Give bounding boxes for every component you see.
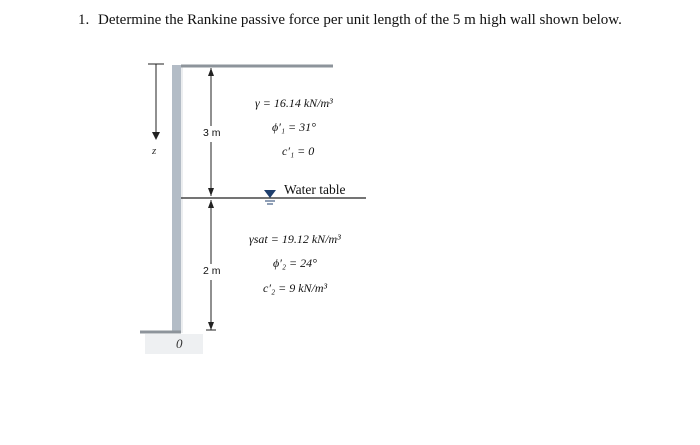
layer2-friction-angle: ϕ′₂ = 24°	[273, 256, 317, 270]
layer1-unit-weight: γ = 16.14 kN/m³	[255, 96, 333, 110]
water-table-symbol-icon	[264, 190, 276, 198]
dim-3m-arrow-top	[208, 68, 214, 76]
retaining-wall	[172, 65, 181, 333]
dim-2m-arrow-bottom	[208, 322, 214, 330]
dim-3m-label: 3 m	[203, 127, 221, 139]
base-shading	[145, 334, 203, 354]
dim-2m-arrow-top	[208, 200, 214, 208]
water-table-label: Water table	[284, 182, 346, 197]
dim-2m-label: 2 m	[203, 265, 221, 277]
layer1-cohesion: c′₁ = 0	[282, 144, 315, 158]
depth-axis-label: z	[152, 145, 157, 157]
dim-3m-arrow-bottom	[208, 188, 214, 196]
layer2-cohesion: c′₂ = 9 kN/m³	[263, 281, 328, 295]
origin-label: 0	[176, 336, 183, 351]
layer2-saturated-unit-weight: γsat = 19.12 kN/m³	[249, 232, 341, 246]
question-number: 1.	[78, 12, 90, 28]
layer1-friction-angle: ϕ′₁ = 31°	[272, 120, 316, 134]
question-body: Determine the Rankine passive force per unit length of the 5 m high wall shown below.	[98, 12, 622, 28]
z-axis-arrowhead	[152, 132, 160, 140]
